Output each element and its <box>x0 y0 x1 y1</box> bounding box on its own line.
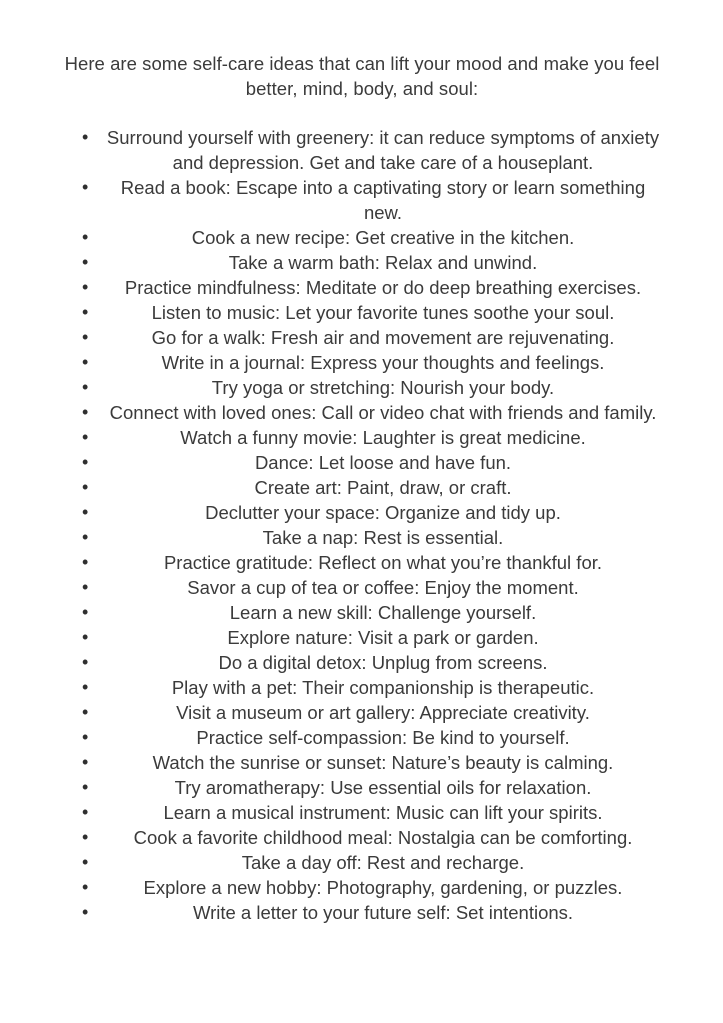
list-item <box>82 275 662 300</box>
self-care-list <box>82 125 662 925</box>
list-item <box>82 225 662 250</box>
list-item-text: Practice gratitude: Reflect on what you’re thankful for. <box>163 552 603 573</box>
list-item-text: Explore nature: Visit a park or garden. <box>227 627 539 648</box>
list-item <box>82 850 662 875</box>
list-item <box>82 600 662 625</box>
list-item-text: Take a day off: Rest and recharge. <box>241 852 525 873</box>
bullet-icon: • <box>82 902 89 922</box>
bullet-icon: • <box>82 827 89 847</box>
list-item-text: Practice mindfulness: Meditate or do deep breathing exercises. <box>124 277 642 298</box>
intro-paragraph: Here are some self-care ideas that can lift your mood and make you feel better, mind, body, and soul: <box>64 53 660 99</box>
bullet-icon: • <box>82 552 89 572</box>
list-item-text: Take a nap: Rest is essential. <box>262 527 504 548</box>
list-item-text: Learn a musical instrument: Music can lift your spirits. <box>163 802 603 823</box>
list-item <box>82 825 662 850</box>
list-item <box>82 775 662 800</box>
list-item <box>82 375 662 400</box>
list-item-text: Take a warm bath: Relax and unwind. <box>228 252 538 273</box>
bullet-icon: • <box>82 677 89 697</box>
list-item-text: Write in a journal: Express your thoughts and feelings. <box>161 352 605 373</box>
bullet-icon: • <box>82 227 89 247</box>
bullet-icon: • <box>82 627 89 647</box>
list-item <box>82 650 662 675</box>
list-item <box>82 175 662 225</box>
list-item <box>82 500 662 525</box>
bullet-icon: • <box>82 277 89 297</box>
list-item <box>82 575 662 600</box>
list-item-text: Play with a pet: Their companionship is therapeutic. <box>171 677 595 698</box>
bullet-icon: • <box>82 252 89 272</box>
list-item-text: Read a book: Escape into a captivating story or learn something new. <box>120 177 646 223</box>
list-item <box>82 125 662 175</box>
list-item <box>82 700 662 725</box>
bullet-icon: • <box>82 777 89 797</box>
list-item <box>82 525 662 550</box>
list-item <box>82 800 662 825</box>
list-item <box>82 300 662 325</box>
list-item-text: Do a digital detox: Unplug from screens. <box>218 652 548 673</box>
list-item <box>82 750 662 775</box>
list-item-text: Cook a new recipe: Get creative in the kitchen. <box>191 227 575 248</box>
list-item-text: Try yoga or stretching: Nourish your body. <box>211 377 555 398</box>
list-item-text: Create art: Paint, draw, or craft. <box>254 477 512 498</box>
list-item-text: Watch the sunrise or sunset: Nature’s beauty is calming. <box>152 752 614 773</box>
list-item-text: Cook a favorite childhood meal: Nostalgia can be comforting. <box>133 827 633 848</box>
bullet-icon: • <box>82 727 89 747</box>
list-item-text: Write a letter to your future self: Set intentions. <box>192 902 574 923</box>
list-item-text: Try aromatherapy: Use essential oils for relaxation. <box>174 777 592 798</box>
list-item-text: Declutter your space: Organize and tidy up. <box>205 502 561 523</box>
list-item <box>82 325 662 350</box>
bullet-icon: • <box>82 452 89 472</box>
bullet-icon: • <box>82 177 89 197</box>
list-item <box>82 450 662 475</box>
bullet-icon: • <box>82 302 89 322</box>
bullet-icon: • <box>82 652 89 672</box>
bullet-icon: • <box>82 377 89 397</box>
list-item <box>82 475 662 500</box>
bullet-icon: • <box>82 852 89 872</box>
list-item-text: Listen to music: Let your favorite tunes soothe your soul. <box>151 302 615 323</box>
list-item <box>82 875 662 900</box>
bullet-icon: • <box>82 702 89 722</box>
list-item-text: Surround yourself with greenery: it can reduce symptoms of anxiety and depression. Get and take care of a houseplant. <box>106 127 660 173</box>
list-item <box>82 675 662 700</box>
bullet-icon: • <box>82 577 89 597</box>
bullet-icon: • <box>82 427 89 447</box>
list-item <box>82 250 662 275</box>
bullet-icon: • <box>82 802 89 822</box>
bullet-icon: • <box>82 477 89 497</box>
list-item <box>82 350 662 375</box>
list-item <box>82 725 662 750</box>
list-item <box>82 400 662 425</box>
bullet-icon: • <box>82 402 89 422</box>
bullet-icon: • <box>82 327 89 347</box>
list-item <box>82 550 662 575</box>
list-item-text: Watch a funny movie: Laughter is great medicine. <box>180 427 586 448</box>
list-item-text: Learn a new skill: Challenge yourself. <box>229 602 537 623</box>
list-item-text: Explore a new hobby: Photography, gardening, or puzzles. <box>143 877 623 898</box>
bullet-icon: • <box>82 127 89 147</box>
list-item-text: Visit a museum or art gallery: Appreciate creativity. <box>176 702 590 723</box>
bullet-icon: • <box>82 352 89 372</box>
bullet-icon: • <box>82 602 89 622</box>
list-item-text: Practice self-compassion: Be kind to yourself. <box>196 727 570 748</box>
list-item <box>82 625 662 650</box>
bullet-icon: • <box>82 527 89 547</box>
list-item-text: Connect with loved ones: Call or video chat with friends and family. <box>109 402 657 423</box>
list-item <box>82 900 662 925</box>
list-item-text: Go for a walk: Fresh air and movement are rejuvenating. <box>151 327 615 348</box>
bullet-icon: • <box>82 502 89 522</box>
list-item-text: Dance: Let loose and have fun. <box>254 452 512 473</box>
bullet-icon: • <box>82 877 89 897</box>
list-item <box>82 425 662 450</box>
bullet-icon: • <box>82 752 89 772</box>
list-item-text: Savor a cup of tea or coffee: Enjoy the moment. <box>187 577 579 598</box>
